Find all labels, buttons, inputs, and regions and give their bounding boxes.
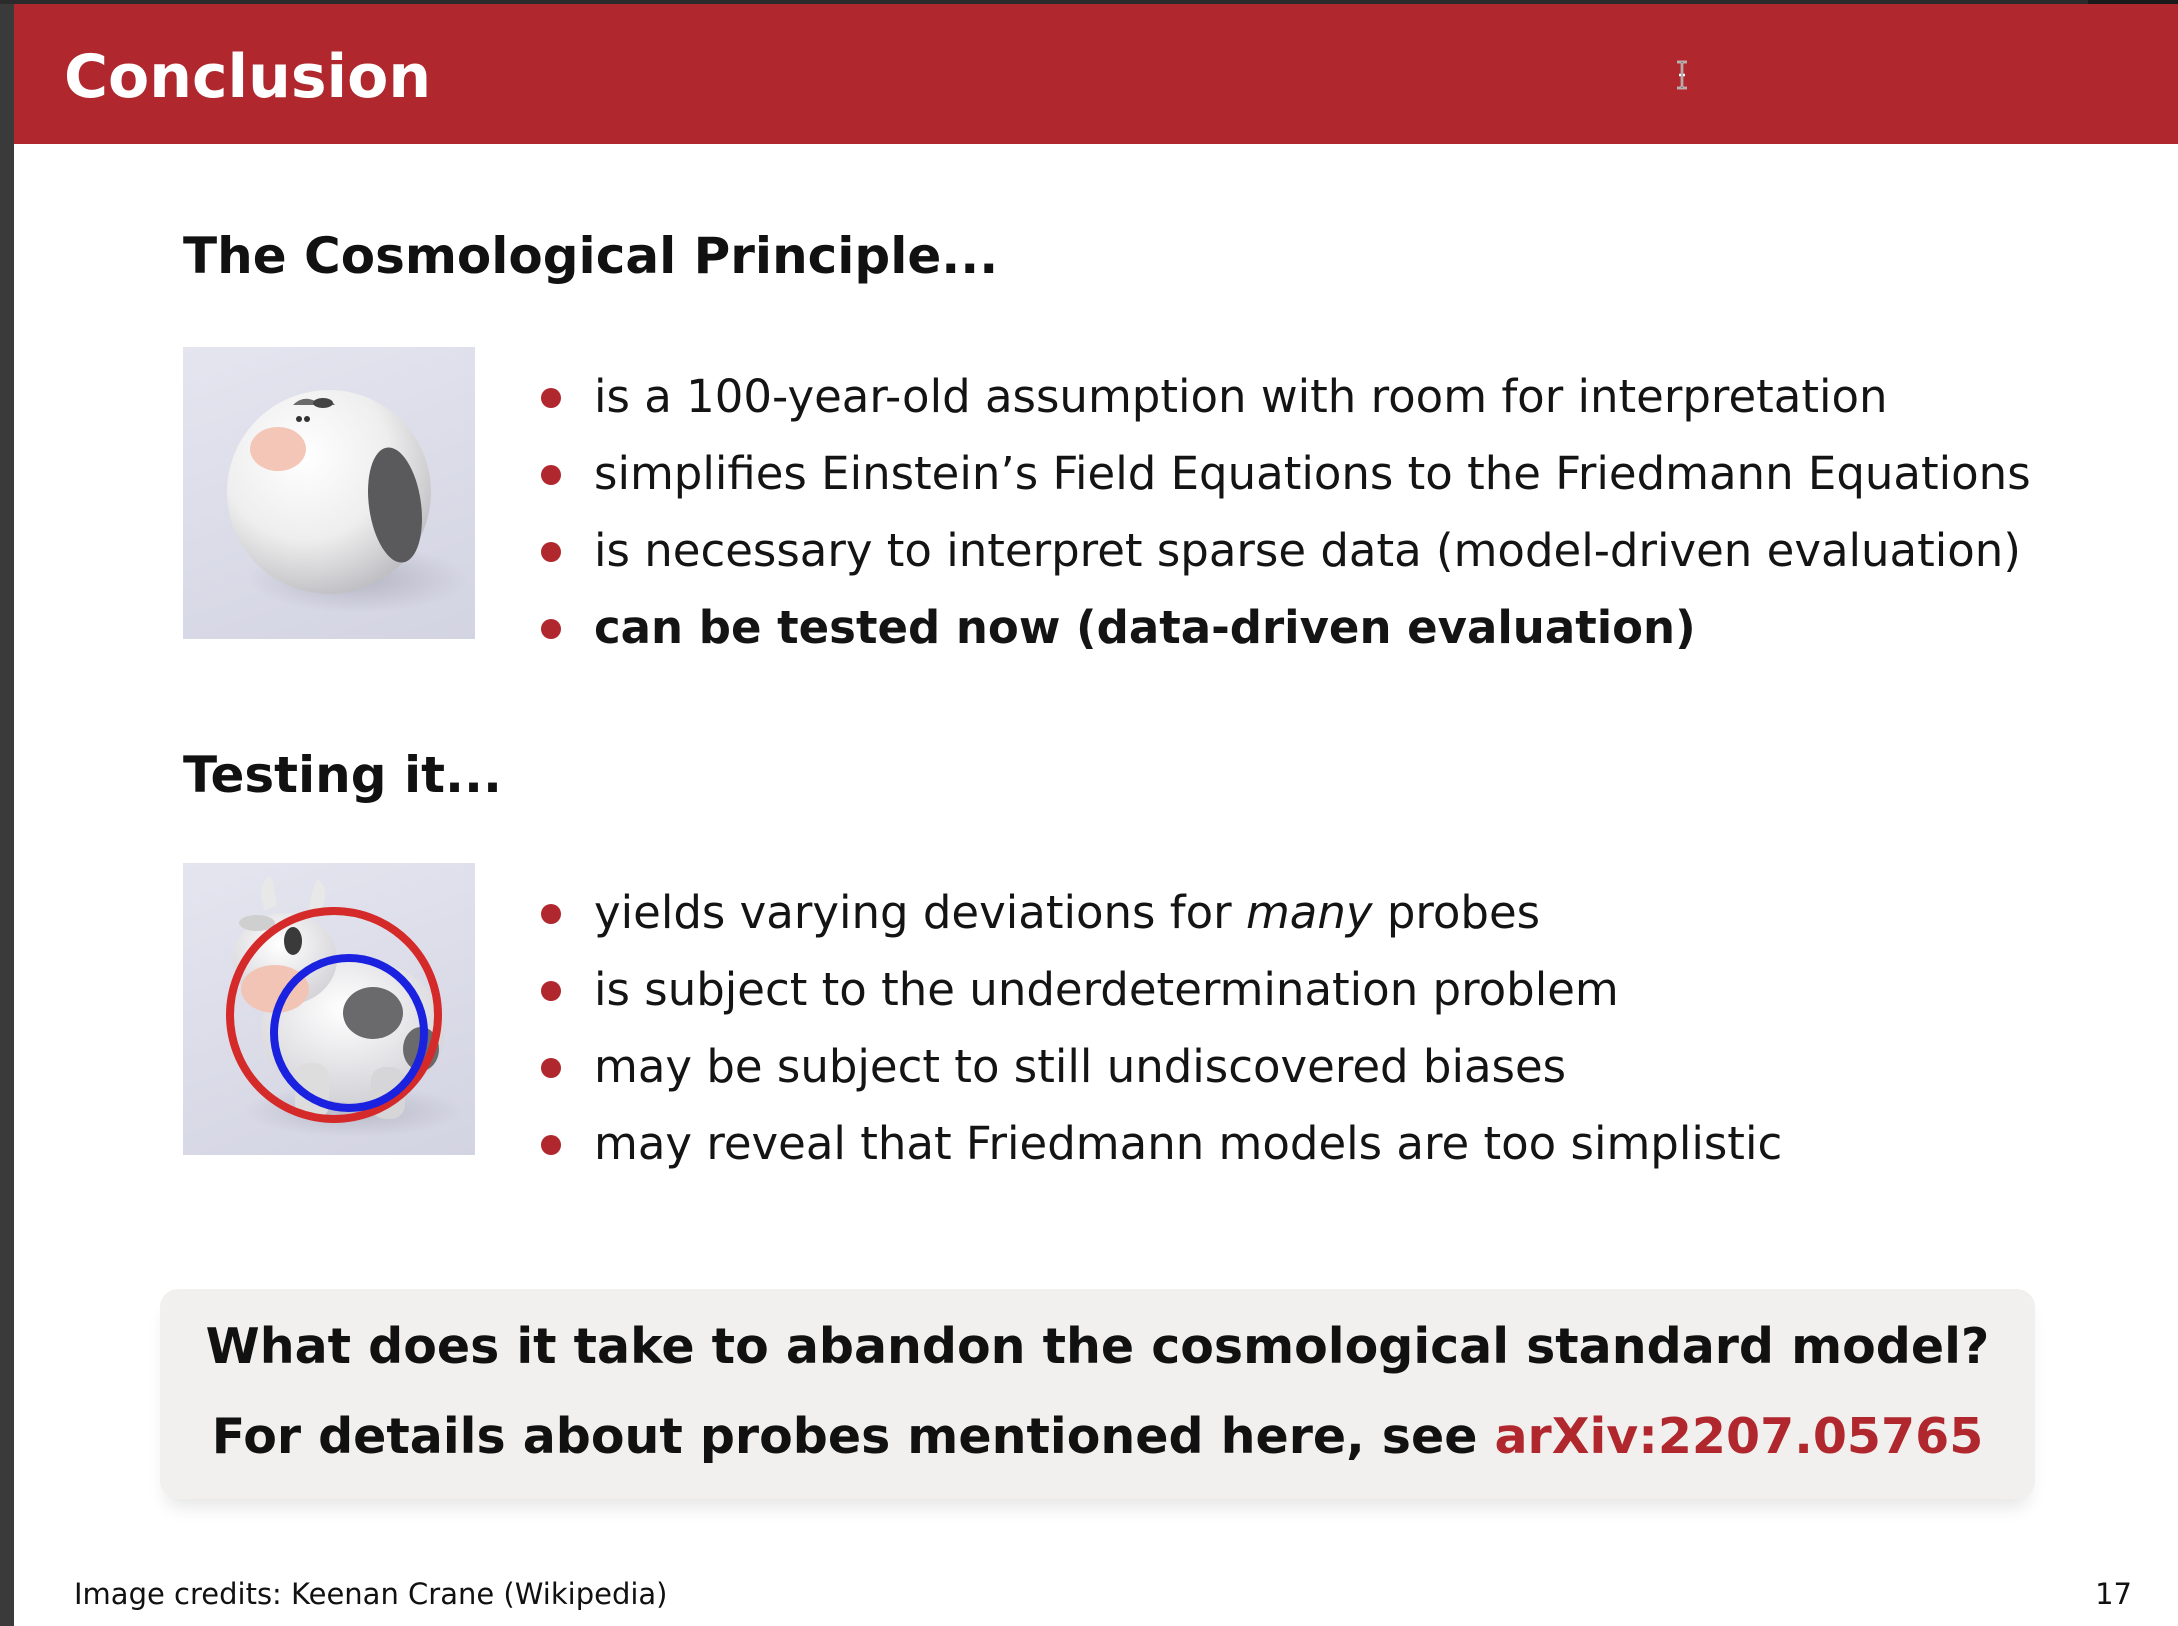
bullet-dot	[541, 388, 561, 408]
emphasis-many: many	[1245, 886, 1373, 939]
list-item: can be tested now (data-driven evaluation)	[534, 589, 2031, 666]
text-cursor-icon	[1674, 60, 1690, 90]
list-item: simplifies Einstein’s Field Equations to the Friedmann Equations	[534, 435, 2031, 512]
spherical-cow-image	[183, 347, 475, 639]
title-bar	[14, 4, 2178, 144]
cow-circles-drawing	[183, 863, 475, 1155]
arxiv-link[interactable]: arXiv:2207.05765	[1494, 1408, 1984, 1465]
testing-bullet-list	[534, 874, 1782, 1182]
callout-box	[160, 1289, 2035, 1499]
list-item: is necessary to interpret sparse data (model-driven evaluation)	[534, 512, 2031, 589]
bullet-dot	[541, 542, 561, 562]
image-credits: Image credits: Keenan Crane (Wikipedia)	[74, 1577, 668, 1611]
principle-bullet-list	[534, 358, 2031, 666]
bullet-dot	[541, 619, 561, 639]
slide-title: Conclusion	[64, 42, 432, 112]
bullet-dot	[541, 1058, 561, 1078]
callout-question: What does it take to abandon the cosmological standard model?	[205, 1318, 1990, 1375]
section-heading-principle: The Cosmological Principle...	[183, 227, 999, 285]
callout-details: For details about probes mentioned here, see arXiv:2207.05765	[211, 1408, 1984, 1465]
section-heading-testing: Testing it...	[183, 746, 502, 804]
list-item: may be subject to still undiscovered biases	[534, 1028, 1782, 1105]
page-number: 17	[2095, 1577, 2132, 1611]
spherical-cow-drawing	[183, 347, 475, 639]
bullet-dot	[541, 1135, 561, 1155]
slide	[14, 4, 2178, 1626]
bullet-dot	[541, 904, 561, 924]
list-item: is subject to the underdetermination problem	[534, 951, 1782, 1028]
list-item: may reveal that Friedmann models are too simplistic	[534, 1105, 1782, 1182]
list-item: is a 100-year-old assumption with room for interpretation	[534, 358, 2031, 435]
bullet-dot	[541, 981, 561, 1001]
list-item: yields varying deviations for many probes	[534, 874, 1782, 951]
cow-circles-image	[183, 863, 475, 1155]
bullet-dot	[541, 465, 561, 485]
